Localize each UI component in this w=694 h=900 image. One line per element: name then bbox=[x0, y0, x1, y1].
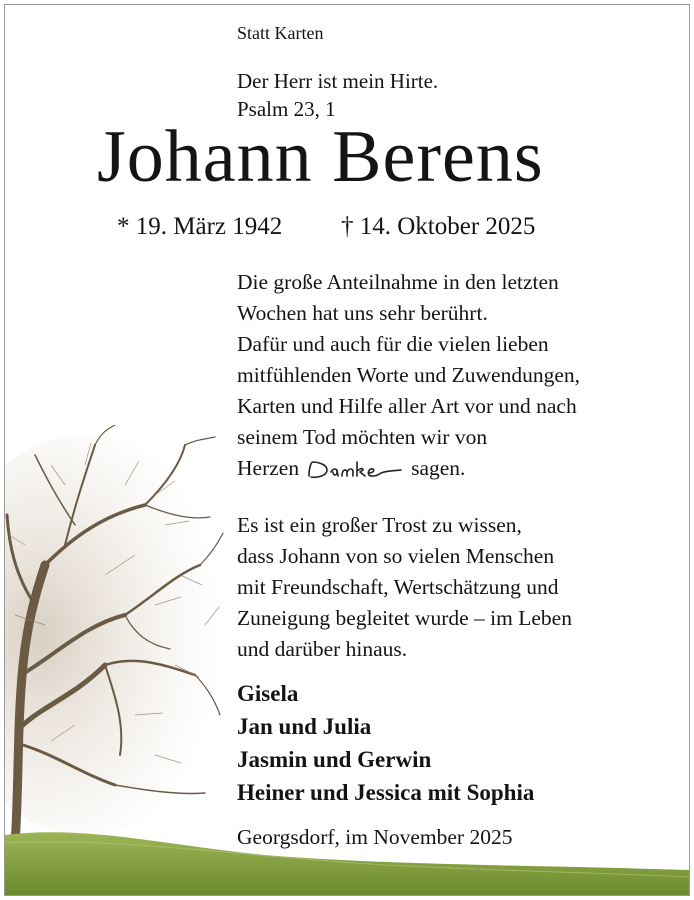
thanks-line: Karten und Hilfe aller Art vor und nach bbox=[237, 394, 577, 418]
motto-reference: Psalm 23, 1 bbox=[237, 97, 336, 121]
thanks-line: Dafür und auch für die vielen lieben bbox=[237, 332, 549, 356]
thanks-line: Wochen hat uns sehr berührt. bbox=[237, 301, 488, 325]
thanks-line: mitfühlenden Worte und Zuwendungen, bbox=[237, 363, 580, 387]
motto-line: Der Herr ist mein Hirte. bbox=[237, 69, 439, 93]
deceased-name: Johann Berens bbox=[97, 116, 544, 198]
thanks-sagen: sagen. bbox=[411, 456, 466, 480]
family-member: Jasmin und Gerwin bbox=[237, 747, 432, 772]
thanks-paragraph bbox=[237, 267, 580, 484]
place-date: Georgsdorf, im November 2025 bbox=[237, 825, 513, 849]
danke-handwriting bbox=[305, 458, 405, 482]
thanks-line bbox=[237, 453, 580, 484]
comfort-paragraph bbox=[237, 510, 572, 665]
comfort-line: mit Freundschaft, Wertschätzung und bbox=[237, 575, 559, 599]
birth-date: * 19. März 1942 bbox=[117, 213, 283, 240]
family-member: Jan und Julia bbox=[237, 714, 372, 739]
statt-karten-label: Statt Karten bbox=[237, 23, 324, 43]
obituary-card bbox=[4, 4, 690, 896]
family-list bbox=[237, 677, 534, 809]
family-member: Heiner und Jessica mit Sophia bbox=[237, 780, 535, 805]
thanks-line: Die große Anteilnahme in den letzten bbox=[237, 270, 559, 294]
death-date: † 14. Oktober 2025 bbox=[341, 213, 536, 240]
thanks-herzen: Herzen bbox=[237, 456, 300, 480]
comfort-line: und darüber hinaus. bbox=[237, 637, 408, 661]
comfort-line: Zuneigung begleitet wurde – im Leben bbox=[237, 606, 572, 630]
comfort-line: dass Johann von so vielen Menschen bbox=[237, 544, 555, 568]
thanks-line: seinem Tod möchten wir von bbox=[237, 425, 488, 449]
comfort-line: Es ist ein großer Trost zu wissen, bbox=[237, 513, 522, 537]
family-member: Gisela bbox=[237, 681, 299, 706]
